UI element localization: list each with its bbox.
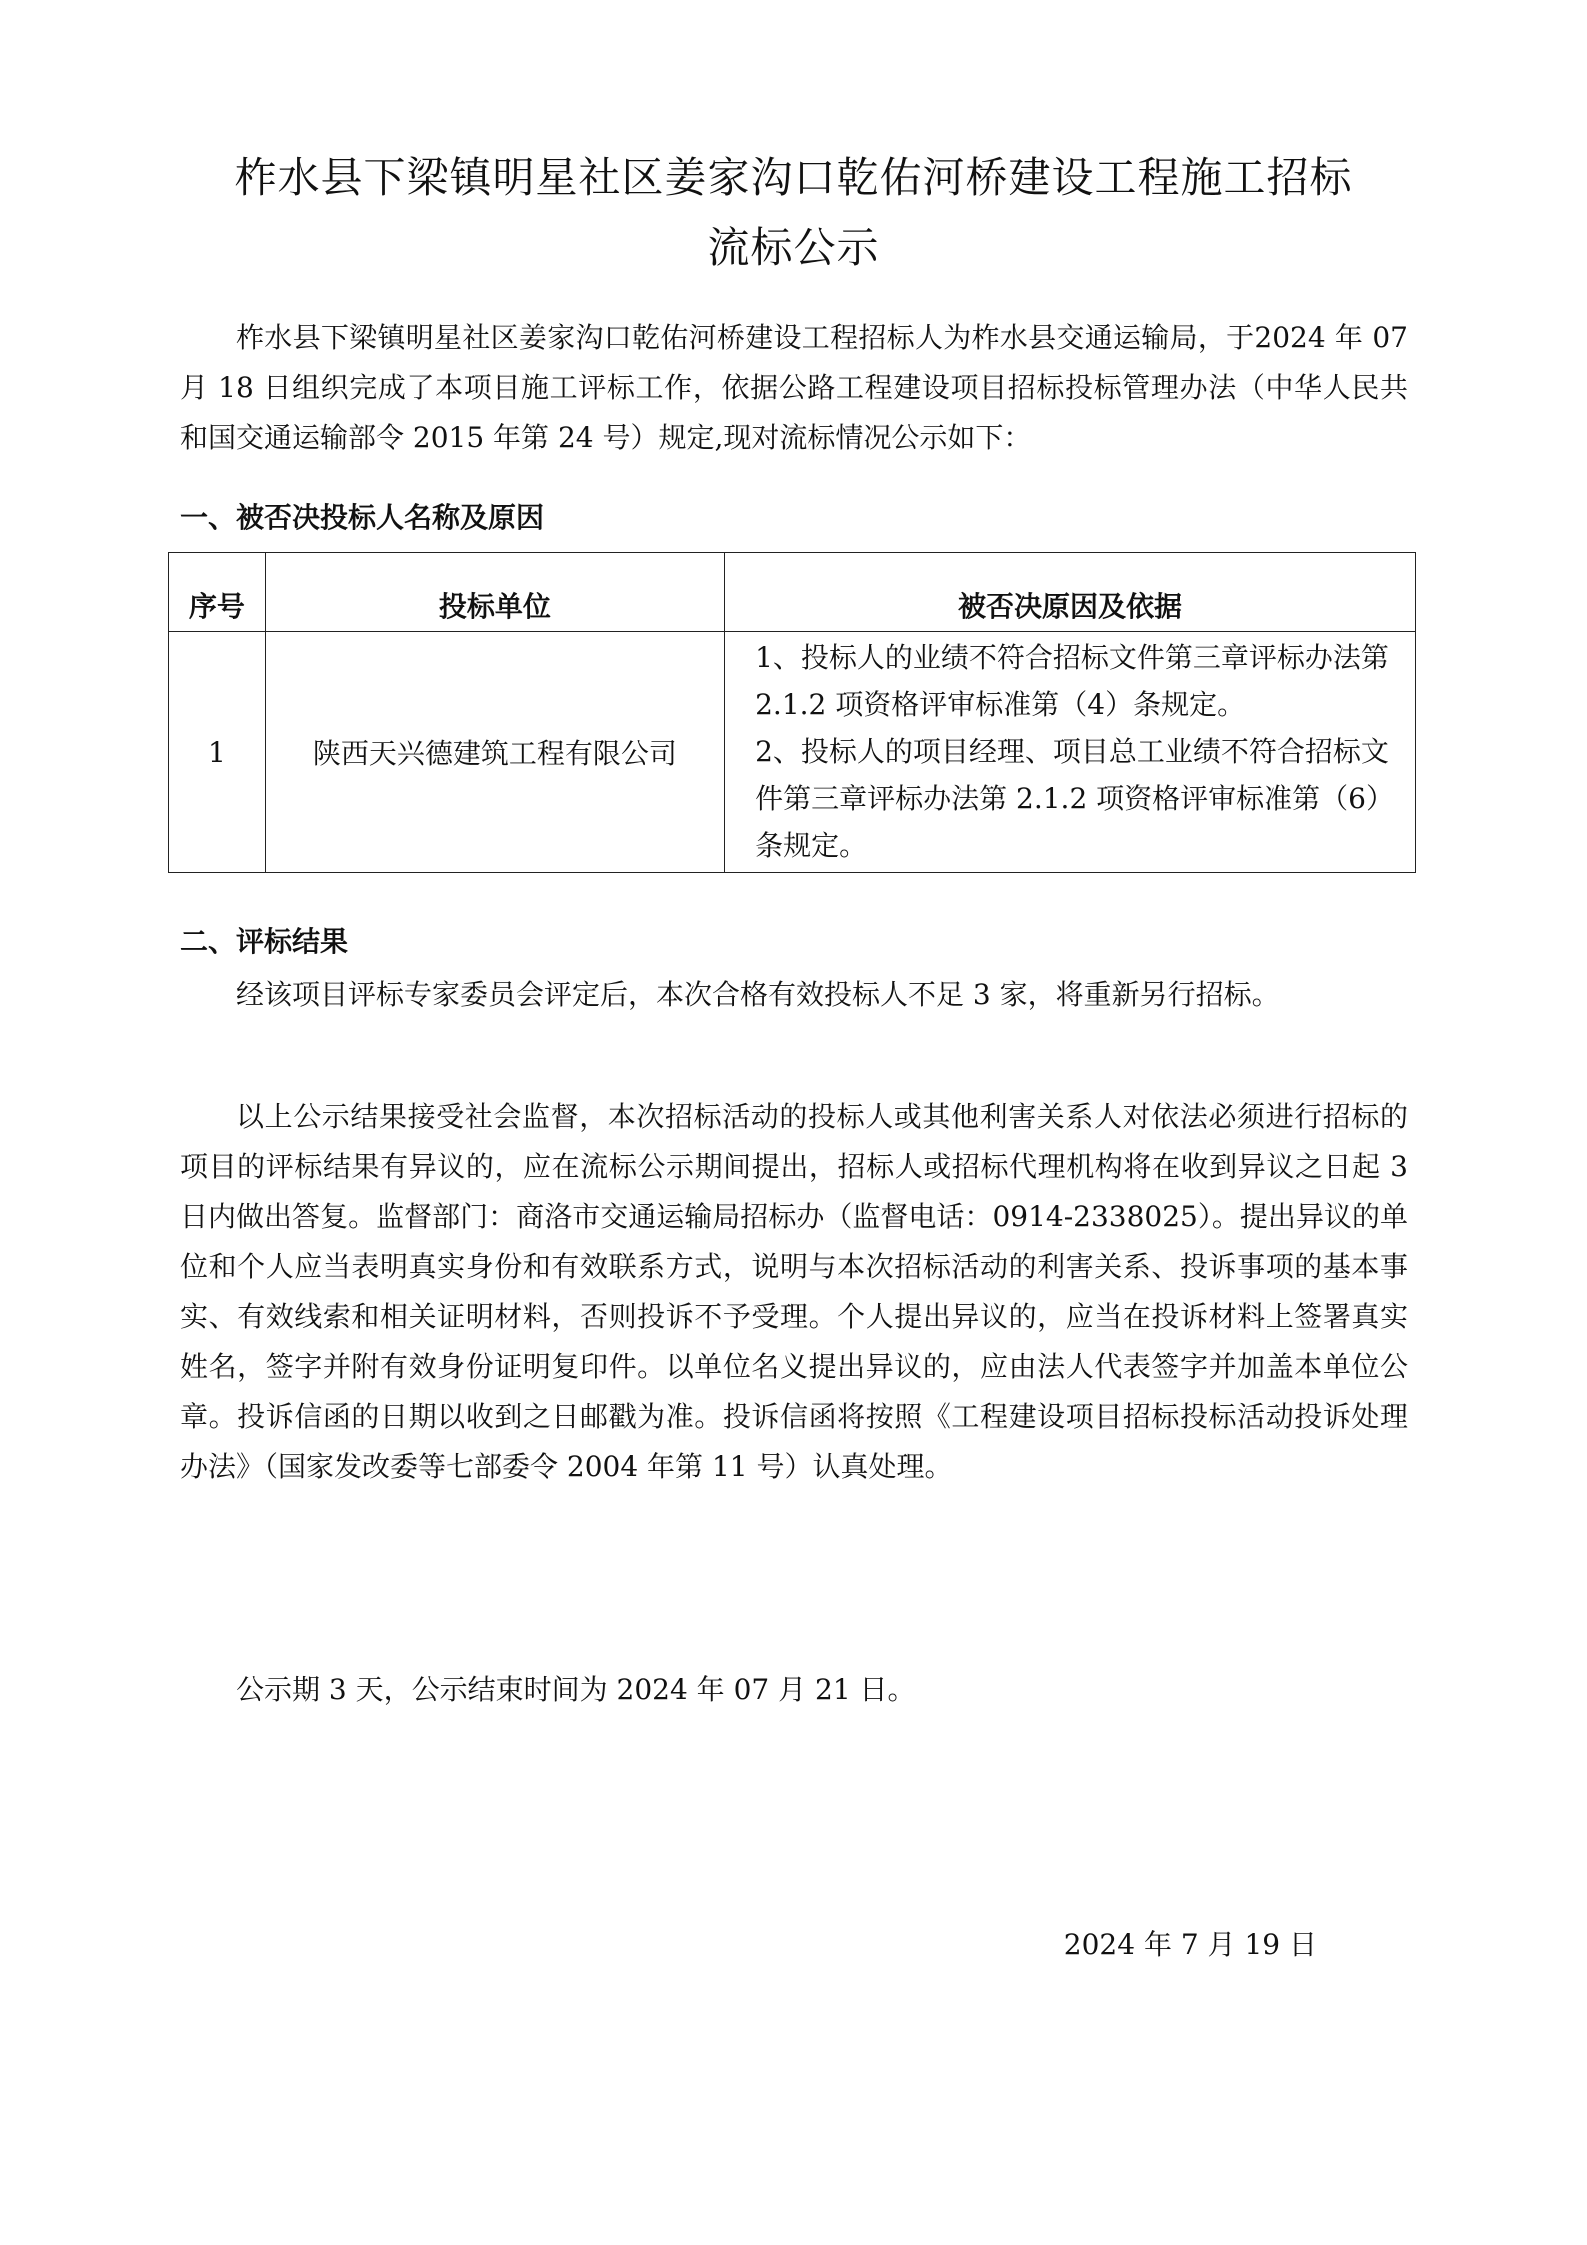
- table-row: [169, 632, 1416, 873]
- document-title-line2: 流标公示: [707, 223, 880, 272]
- header-bidder-unit: 投标单位: [265, 553, 724, 632]
- row-bidder-unit: 陕西天兴德建筑工程有限公司: [265, 632, 724, 873]
- document-date: 2024 年 7 月 19 日: [1063, 1928, 1317, 1961]
- rejected-bidders-table: [168, 552, 1416, 873]
- row-rejection-reason: [725, 632, 1416, 873]
- rejection-reason-1: 1、投标人的业绩不符合招标文件第三章评标办法第 2.1.2 项资格评审标准第（4）条规定。: [755, 641, 1389, 721]
- section2-heading: 二、评标结果: [180, 925, 349, 958]
- result-paragraph: 经该项目评标专家委员会评定后，本次合格有效投标人不足 3 家，将重新另行招标。: [236, 978, 1280, 1011]
- period-paragraph: 公示期 3 天，公示结束时间为 2024 年 07 月 21 日。: [236, 1673, 916, 1706]
- header-number: 序号: [169, 553, 266, 632]
- intro-paragraph: 柞水县下梁镇明星社区姜家沟口乾佑河桥建设工程招标人为柞水县交通运输局，于2024 年 07 月 18 日组织完成了本项目施工评标工作，依据公路工程建设项目招标投标管理办法（中华人民共和国交通运输部令 2015 年第 24 号）规定,现对流标情况公示如下：: [180, 321, 1408, 454]
- table-header-row: [169, 553, 1416, 632]
- header-rejection-reason: 被否决原因及依据: [725, 553, 1416, 632]
- row-number: 1: [169, 632, 266, 873]
- section1-heading: 一、被否决投标人名称及原因: [180, 501, 545, 534]
- document-title-line1: 柞水县下梁镇明星社区姜家沟口乾佑河桥建设工程施工招标: [234, 153, 1353, 202]
- rejection-reason-2: 2、投标人的项目经理、项目总工业绩不符合招标文件第三章评标办法第 2.1.2 项资格评审标准第（6）条规定。: [755, 735, 1394, 862]
- notice-paragraph: 以上公示结果接受社会监督，本次招标活动的投标人或其他利害关系人对依法必须进行招标的项目的评标结果有异议的，应在流标公示期间提出，招标人或招标代理机构将在收到异议之日起 3 日内做出答复。监督部门：商洛市交通运输局招标办（监督电话：0914-2338025）。提出异议的单位和个人应当表明真实身份和有效联系方式，说明与本次招标活动的利害关系、投诉事项的基本事实、有效线索和相关证明材料，否则投诉不予受理。个人提出异议的，应当在投诉材料上签署真实姓名，签字并附有效身份证明复印件。以单位名义提出异议的，应由法人代表签字并加盖本单位公章。投诉信函的日期以收到之日邮戳为准。投诉信函将按照《工程建设项目招标投标活动投诉处理办法》（国家发改委等七部委令 2004 年第 11 号）认真处理。: [180, 1100, 1408, 1483]
